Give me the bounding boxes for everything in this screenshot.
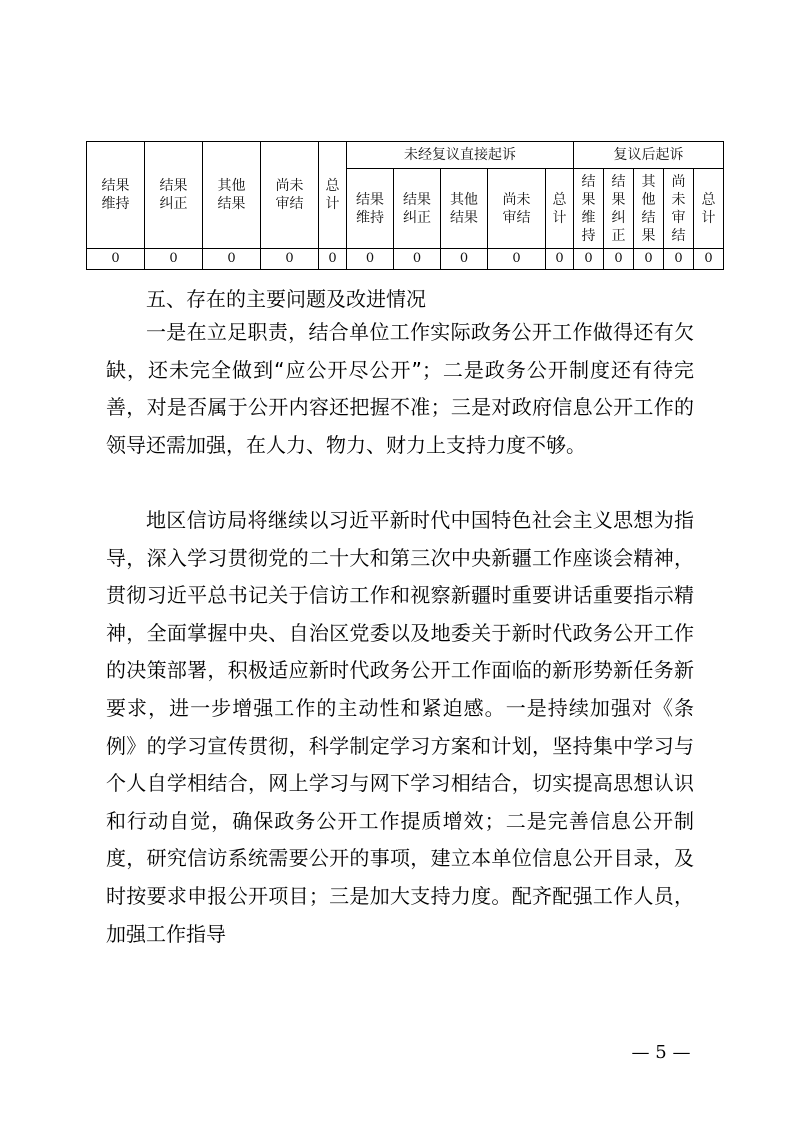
direct-header-pending: 尚未审结	[488, 169, 546, 249]
table-cell: 0	[319, 249, 347, 270]
table-cell: 0	[347, 249, 394, 270]
table-cell: 0	[441, 249, 488, 270]
left-header-upheld: 结果维持	[87, 142, 145, 249]
table-cell: 0	[664, 249, 694, 270]
table-cell: 0	[604, 249, 634, 270]
table-cell: 0	[394, 249, 441, 270]
review-header-upheld: 结果维持	[574, 169, 604, 249]
direct-header-total: 总计	[546, 169, 574, 249]
litigation-table	[86, 141, 724, 270]
left-header-other: 其他结果	[203, 142, 261, 249]
paragraph-problems: 一是在立足职责，结合单位工作实际政务公开工作做得还有欠缺，还未完全做到“应公开尽公开”；二是政务公开制度还有待完善，对是否属于公开内容还把握不准；三是对政府信息公开工作的领导还需加强，在人力、物力、财力上支持力度不够。	[106, 320, 694, 457]
section-heading: 五、存在的主要问题及改进情况	[146, 287, 426, 311]
table-cell: 0	[488, 249, 546, 270]
direct-header-corrected: 结果纠正	[394, 169, 441, 249]
table-cell: 0	[694, 249, 724, 270]
group-header-after-review: 复议后起诉	[574, 142, 724, 169]
paragraph-improvements: 地区信访局将继续以习近平新时代中国特色社会主义思想为指导，深入学习贯彻党的二十大和第三次中央新疆工作座谈会精神，贯彻习近平总书记关于信访工作和视察新疆时重要讲话重要指示精神，全面掌握中央、自治区党委以及地委关于新时代政务公开工作的决策部署，积极适应新时代政务公开工作面临的新形势新任务新要求，进一步增强工作的主动性和紧迫感。一是持续加强对《条例》的学习宣传贯彻，科学制定学习方案和计划，坚持集中学习与个人自学相结合，网上学习与网下学习相结合，切实提高思想认识和行动自觉，确保政务公开工作提质增效；二是完善信息公开制度，研究信访系统需要公开的事项，建立本单位信息公开目录，及时按要求申报公开项目；三是加大支持力度。配齐配强工作人员，加强工作指导	[106, 508, 694, 946]
review-header-other: 其他结果	[634, 169, 664, 249]
left-header-total: 总计	[319, 142, 347, 249]
group-header-direct-suit: 未经复议直接起诉	[347, 142, 574, 169]
direct-header-upheld: 结果维持	[347, 169, 394, 249]
table-cell: 0	[145, 249, 203, 270]
table-cell: 0	[203, 249, 261, 270]
table-row	[87, 249, 724, 270]
direct-header-other: 其他结果	[441, 169, 488, 249]
table-cell: 0	[87, 249, 145, 270]
table-cell: 0	[574, 249, 604, 270]
left-header-pending: 尚未审结	[261, 142, 319, 249]
table-cell: 0	[261, 249, 319, 270]
review-header-corrected: 结果纠正	[604, 169, 634, 249]
left-header-corrected: 结果纠正	[145, 142, 203, 249]
review-header-pending: 尚未审结	[664, 169, 694, 249]
table-cell: 0	[634, 249, 664, 270]
table-cell: 0	[546, 249, 574, 270]
review-header-total: 总计	[694, 169, 724, 249]
page-number: — 5 —	[631, 1042, 691, 1063]
